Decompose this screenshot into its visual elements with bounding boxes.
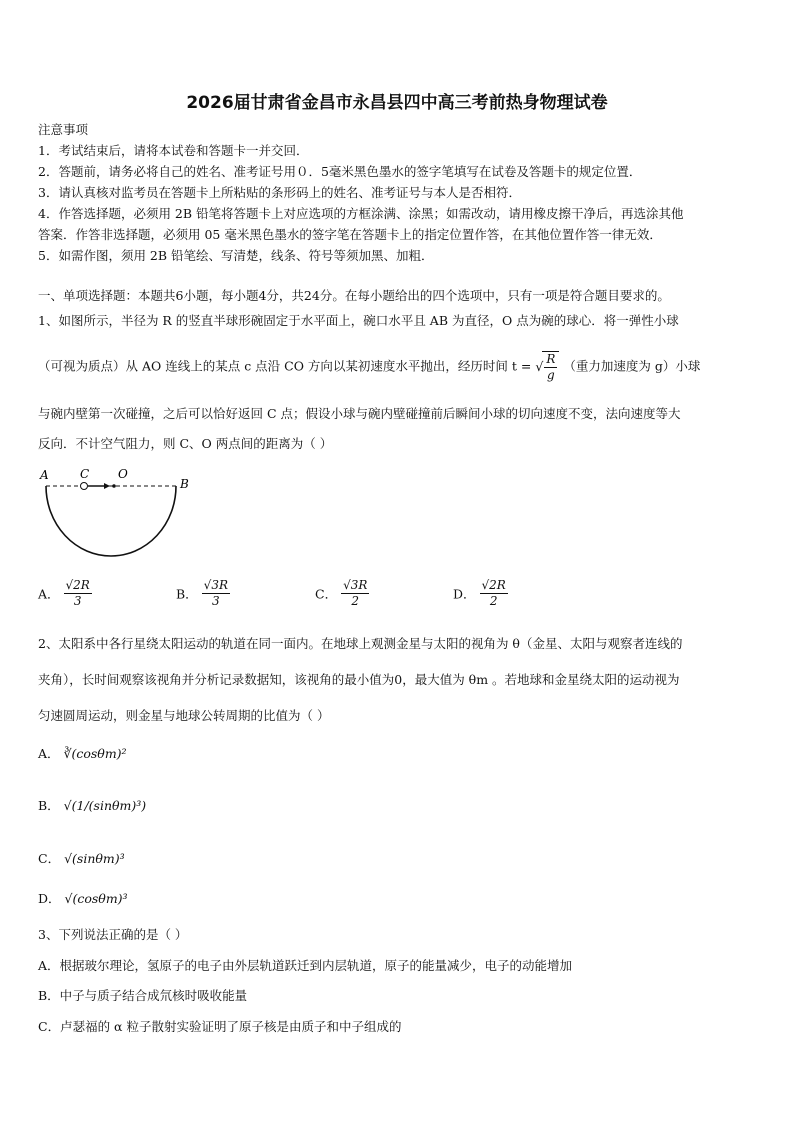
center-point: [112, 484, 116, 488]
notice-item: 5．如需作图，须用 2B 铅笔绘、写清楚，线条、符号等须加黑、加粗．: [38, 248, 434, 263]
notice-item: 3．请认真核对监考员在答题卡上所粘贴的条形码上的姓名、准考证号与本人是否相符．: [38, 185, 521, 200]
section-heading: 一、单项选择题：本题共6小题，每小题4分，共24分。在每小题给出的四个选项中，只有一项是符合题目要求的。: [38, 288, 670, 303]
q1-stem-line: 反向．不计空气阻力，则 C、O 两点间的距离为（ ）: [38, 436, 333, 451]
q1-stem-text: （可视为质点）从 AO 连线上的某点 c 点沿 CO 方向以某初速度水平抛出，经历时间 t =: [38, 358, 532, 374]
time-formula: √ $\frac{R}{g}$: [535, 351, 559, 383]
q3-option-b: B．中子与质子结合成氘核时吸收能量: [38, 988, 248, 1003]
notice-heading: 注意事项: [38, 122, 89, 137]
q2-option-c: C． √(sinθm)³: [38, 851, 125, 866]
q3-stem: 3、下列说法正确的是（ ）: [38, 927, 188, 942]
label-b: B: [180, 477, 189, 491]
label-a: A: [40, 468, 49, 482]
notice-item: 2．答题前，请务必将自己的姓名、准考证号用０．5毫米黑色墨水的签字笔填写在试卷及答题卡的规定位置．: [38, 164, 642, 179]
q3-option-a: A．根据玻尔理论，氢原子的电子由外层轨道跃迁到内层轨道，原子的能量减少，电子的动能增加: [38, 958, 573, 973]
q1-stem-line: 与碗内壁第一次碰撞，之后可以恰好返回 C 点；假设小球与碗内壁碰撞前后瞬间小球的切向速度不变，法向速度等大: [38, 406, 681, 421]
q2-stem-line: 2、太阳系中各行星绕太阳运动的轨道在同一面内。在地球上观测金星与太阳的视角为 θ（金星、太阳与观察者连线的: [38, 636, 683, 651]
time-denominator: g: [547, 368, 555, 382]
q1-option-c: C． $\frac{√3R}{2}$: [315, 578, 368, 608]
q1-option-a: A． $\frac{√2R}{3}$: [38, 578, 90, 608]
q2-stem-line: 夹角），长时间观察该视角并分析记录数据知，该视角的最小值为0，最大值为 θm 。若地球和金星绕太阳的运动视为: [38, 672, 680, 687]
label-o: O: [118, 467, 128, 481]
arrow-head: [104, 483, 110, 489]
ball: [81, 483, 88, 490]
q1-stem-line: [38, 351, 700, 383]
notice-item: 1．考试结束后，请将本试卷和答题卡一并交回．: [38, 143, 309, 158]
bowl-diagram: [36, 466, 196, 566]
q1-stem-text: （重力加速度为 g）小球: [563, 358, 701, 374]
q3-option-c: C．卢瑟福的 α 粒子散射实验证明了原子核是由质子和中子组成的: [38, 1019, 402, 1034]
q1-option-b: B． $\frac{√3R}{3}$: [176, 578, 228, 608]
q1-stem-line: 1、如图所示，半径为 R 的竖直半球形碗固定于水平面上，碗口水平且 AB 为直径，O 点为碗的球心．将一弹性小球: [38, 313, 679, 328]
page-title: 2026届甘肃省金昌市永昌县四中高三考前热身物理试卷: [186, 93, 608, 113]
notice-item: 答案．作答非选择题，必须用 05 毫米黑色墨水的签字笔在答题卡上的指定位置作答，在其他位置作答一律无效．: [38, 227, 662, 242]
q2-option-b: B． √(1/(sinθm)³): [38, 798, 147, 813]
notice-item: 4．作答选择题，必须用 2B 铅笔将答题卡上对应选项的方框涂满、涂黑；如需改动，请用橡皮擦干净后，再选涂其他: [38, 206, 684, 221]
q2-stem-line: 匀速圆周运动，则金星与地球公转周期的比值为（ ）: [38, 708, 330, 723]
q1-option-d: D． $\frac{√2R}{2}$: [453, 578, 506, 608]
q2-option-a: A． ∛(cosθm)²: [38, 746, 127, 761]
q2-option-d: D． √(cosθm)³: [38, 891, 128, 906]
bowl-arc: [46, 486, 176, 556]
label-c: C: [80, 467, 90, 481]
time-numerator: R: [546, 352, 556, 366]
